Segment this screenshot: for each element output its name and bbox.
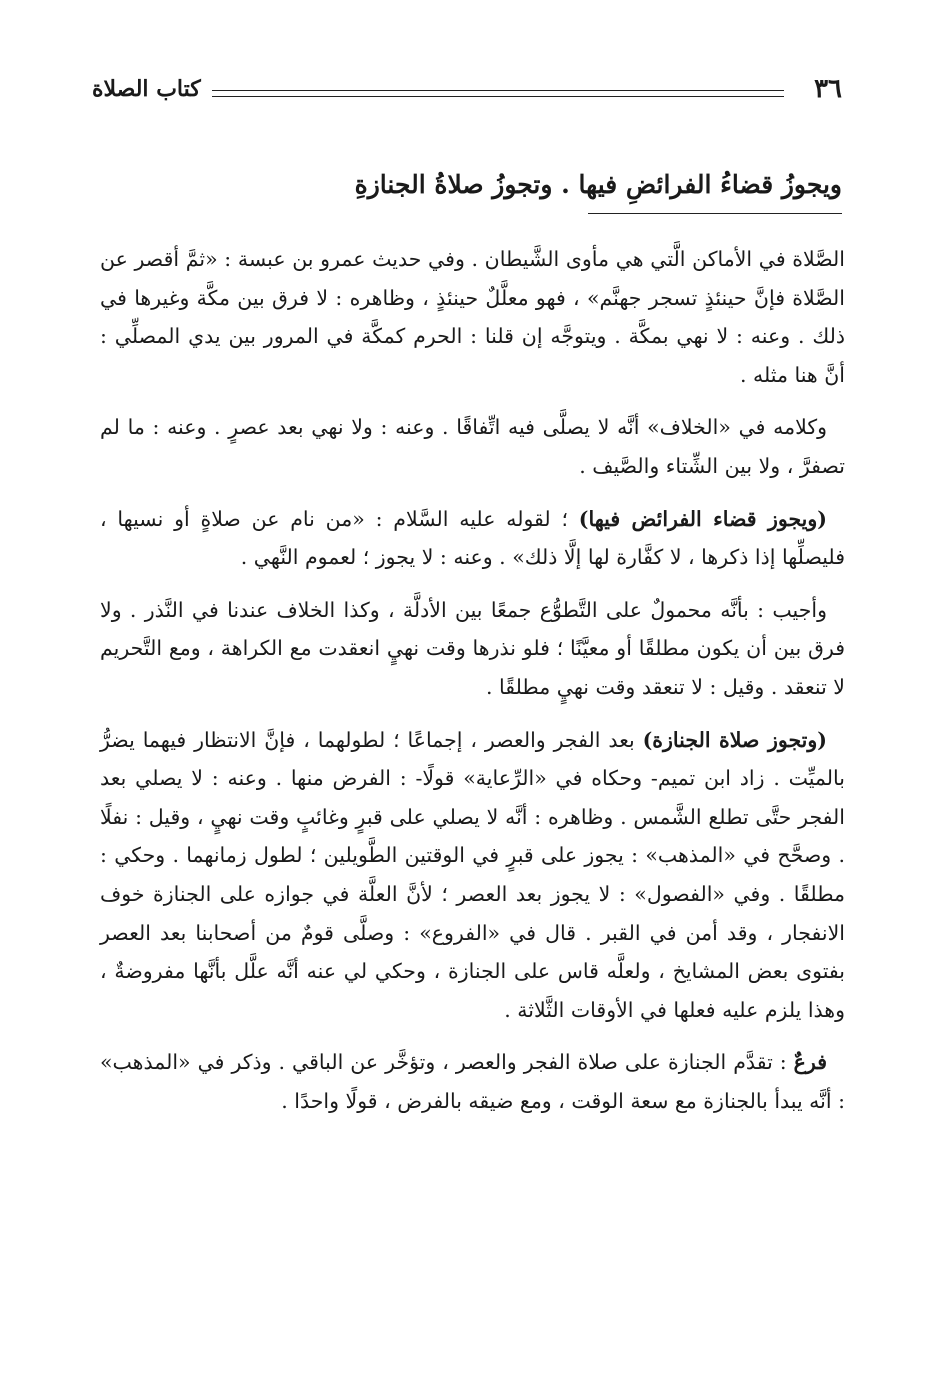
paragraph <box>100 500 845 577</box>
paragraph-text: وأجيب : بأنَّه محمولٌ على التَّطوُّع جمعًا بين الأدلَّة ، وكذا الخلاف عندنا في النَّذر . ولا فرق بين أن يكون مطلقًا أو معيَّنًا ؛ فلو نذرها وقت نهيٍ انعقدت مع الكراهة ، ومع التَّحريم لا تنعقد . وقيل : لا تنعقد وقت نهيٍ مطلقًا . <box>100 597 845 699</box>
paragraph-lead: فرعٌ <box>793 1050 827 1075</box>
running-title: كتاب الصلاة <box>92 76 201 102</box>
paragraph <box>100 240 845 394</box>
paragraph-text: وكلامه في «الخلاف» أنَّه لا يصلَّى فيه اتِّفاقًا . وعنه : ولا نهي بعد عصرٍ . وعنه : ما لم تصفرَّ ، ولا بين الشِّتاء والصَّيف . <box>100 415 845 478</box>
paragraph-text: : تقدَّم الجنازة على صلاة الفجر والعصر ، وتؤخَّر عن الباقي . وذكر في «المذهب» : أنَّه يبدأ بالجنازة مع سعة الوقت ، ومع ضيقه بالفرض ، قولًا واحدًا . <box>100 1050 845 1113</box>
matn-separator-rule <box>588 213 842 214</box>
paragraph <box>100 721 845 1030</box>
page-header <box>92 74 842 114</box>
paragraph-lead: (ويجوز قضاء الفرائض فيها) <box>578 506 827 531</box>
paragraph-text: الصَّلاة في الأماكن الَّتي هي مأوى الشَّيطان . وفي حديث عمرو بن عبسة : «ثمَّ أقصر عن الصَّلاة فإنَّ حينئذٍ تسجر جهنَّم» ، فهو معلَّلٌ حينئذٍ ، وظاهره : لا فرق بين مكَّة وغيرها في ذلك . وعنه : لا نهي بمكَّة . ويتوجَّه إن قلنا : الحرم كمكَّة في المرور بين يدي المصلِّي : أنَّ هنا مثله . <box>100 247 845 387</box>
matn-text: ويجوزُ قضاءُ الفرائضِ فيها . وتجوزُ صلاةُ الجنازةِ <box>354 170 842 199</box>
header-rule <box>212 90 784 97</box>
paragraph-lead: (وتجوز صلاة الجنازة) <box>642 727 827 752</box>
paragraph-text: بعد الفجر والعصر ، إجماعًا ؛ لطولهما ، فإنَّ الانتظار فيهما يضرُّ بالميِّت . زاد ابن تميم- وحكاه في «الرِّعاية» قولًا- : الفرض منها . وعنه : لا يصلي بعد الفجر حتَّى تطلع الشَّمس . وظاهره : أنَّه لا يصلي على قبرٍ وغائبٍ وقت نهيٍ ، وقيل : نفلًا . وصحَّح في «المذهب» : يجوز على قبرٍ في الوقتين الطَّويلين ؛ لطول زمانهما . وحكي : مطلقًا . وفي «الفصول» : لا يجوز بعد العصر ؛ لأنَّ العلَّة في جوازه على الجنازة خوف الانفجار ، وقد أمن في القبر . قال في «الفروع» : وصلَّى قومٌ من أصحابنا بعد العصر بفتوى بعض المشايخ ، ولعلَّه قاس على الجنازة ، وحكي لي عنه أنَّه علَّل بأنَّها مفروضةٌ ، وهذا يلزم عليه فعلها في الأوقات الثَّلاثة . <box>100 727 845 1022</box>
paragraph <box>100 591 845 707</box>
paragraph <box>100 408 845 485</box>
commentary-body <box>100 240 845 1134</box>
page-number: ٣٦ <box>814 74 842 104</box>
paragraph <box>100 1043 845 1120</box>
paragraph-text: ؛ لقوله عليه السَّلام : «من نام عن صلاةٍ أو نسيها ، فليصلِّها إذا ذكرها ، لا كفَّارة لها إلَّا ذلك» . وعنه : لا يجوز ؛ لعموم النَّهي . <box>100 506 845 570</box>
